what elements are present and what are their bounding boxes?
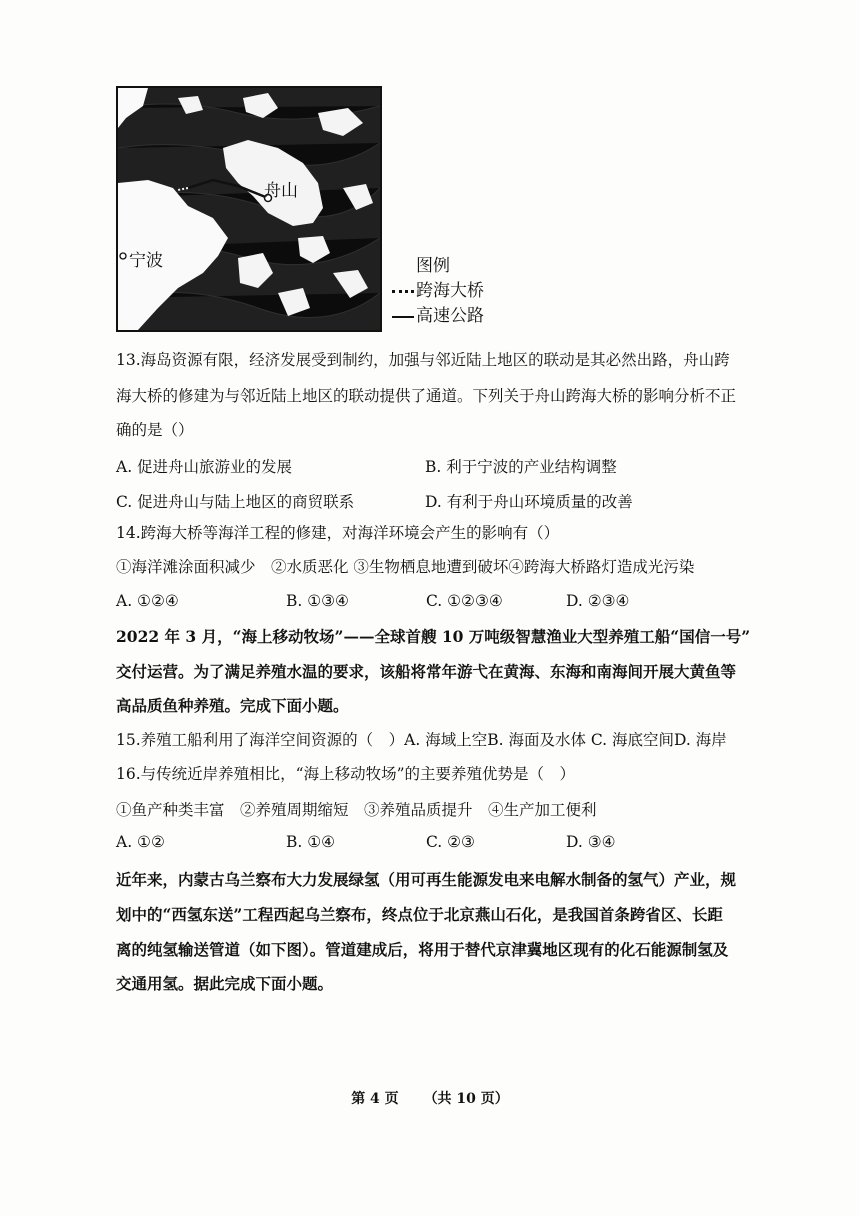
q13-option-c: C. 促进舟山与陆上地区的商贸联系 bbox=[116, 493, 355, 511]
page-number: 第 4 页 bbox=[351, 1091, 399, 1107]
material2-line3: 离的纯氢输送管道（如下图）。管道建成后，将用于替代京津冀地区现有的化石能源制氢及 bbox=[116, 940, 729, 959]
q14-stem: 14.跨海大桥等海洋工程的修建，对海洋环境会产生的影响有（） bbox=[116, 524, 560, 542]
q16-option-b: B. ①④ bbox=[286, 833, 336, 851]
legend-bridge bbox=[392, 279, 484, 304]
page-footer bbox=[0, 1088, 860, 1108]
material2-line1: 近年来，内蒙古乌兰察布大力发展绿氢（用可再生能源发电来电解水制备的氢气）产业，规 bbox=[116, 870, 737, 889]
q16-option-a: A. ①② bbox=[116, 833, 165, 851]
material1-line1: 2022 年 3 月，“海上移动牧场”——全球首艘 10 万吨级智慧渔业大型养殖工船“国信一号” bbox=[116, 627, 751, 646]
zhoushan-map bbox=[116, 86, 382, 332]
q13-option-b: B. 利于宁波的产业结构调整 bbox=[425, 458, 617, 476]
q16-option-c: C. ②③ bbox=[426, 833, 475, 851]
q14-option-d: D. ②③④ bbox=[566, 592, 630, 610]
legend-bridge-label: 跨海大桥 bbox=[416, 281, 484, 301]
q13-line2: 海大桥的修建为与邻近陆上地区的联动提供了通道。下列关于舟山跨海大桥的影响分析不正 bbox=[116, 387, 737, 405]
material1-line2: 交付运营。为了满足养殖水温的要求，该船将常年游弋在黄海、东海和南海间开展大黄鱼等 bbox=[116, 662, 737, 681]
map-legend bbox=[392, 254, 484, 329]
zhoushan-label: 舟山 bbox=[264, 181, 298, 201]
map-graphic bbox=[118, 88, 380, 330]
legend-highway-label: 高速公路 bbox=[416, 306, 484, 326]
q14-option-c: C. ①②③④ bbox=[426, 592, 503, 610]
q14-option-a: A. ①②④ bbox=[116, 592, 179, 610]
q13-option-a: A. 促进舟山旅游业的发展 bbox=[116, 458, 293, 476]
q13-line1: 13.海岛资源有限，经济发展受到制约，加强与邻近陆上地区的联动是其必然出路，舟山跨 bbox=[116, 351, 730, 369]
q16-option-d: D. ③④ bbox=[566, 833, 616, 851]
material2-line4: 交通用氢。据此完成下面小题。 bbox=[116, 974, 334, 993]
material2-line2: 划中的“西氢东送”工程西起乌兰察布，终点位于北京燕山石化，是我国首条跨省区、长距 bbox=[116, 905, 723, 924]
solid-line-icon bbox=[392, 316, 414, 318]
q15-text: 15.养殖工船利用了海洋空间资源的（ ）A. 海域上空B. 海面及水体 C. 海底空间D. 海岸 bbox=[116, 731, 727, 749]
legend-title: 图例 bbox=[416, 256, 450, 276]
q14-option-b: B. ①③④ bbox=[286, 592, 349, 610]
dotted-line-icon bbox=[392, 290, 414, 293]
legend-highway bbox=[392, 304, 484, 329]
material1-line3: 高品质鱼种养殖。完成下面小题。 bbox=[116, 696, 349, 715]
q13-option-d: D. 有利于舟山环境质量的改善 bbox=[425, 493, 633, 511]
q13-line3: 确的是（） bbox=[116, 421, 194, 439]
q14-items: ①海洋滩涂面积减少 ②水质恶化 ③生物栖息地遭到破坏④跨海大桥路灯造成光污染 bbox=[116, 558, 695, 576]
q16-stem: 16.与传统近岸养殖相比，“海上移动牧场”的主要养殖优势是（ ） bbox=[116, 765, 576, 783]
ningbo-label: 宁波 bbox=[129, 251, 163, 271]
q16-items: ①鱼产种类丰富 ②养殖周期缩短 ③养殖品质提升 ④生产加工便利 bbox=[116, 801, 597, 819]
page-total: （共 10 页） bbox=[423, 1091, 509, 1107]
